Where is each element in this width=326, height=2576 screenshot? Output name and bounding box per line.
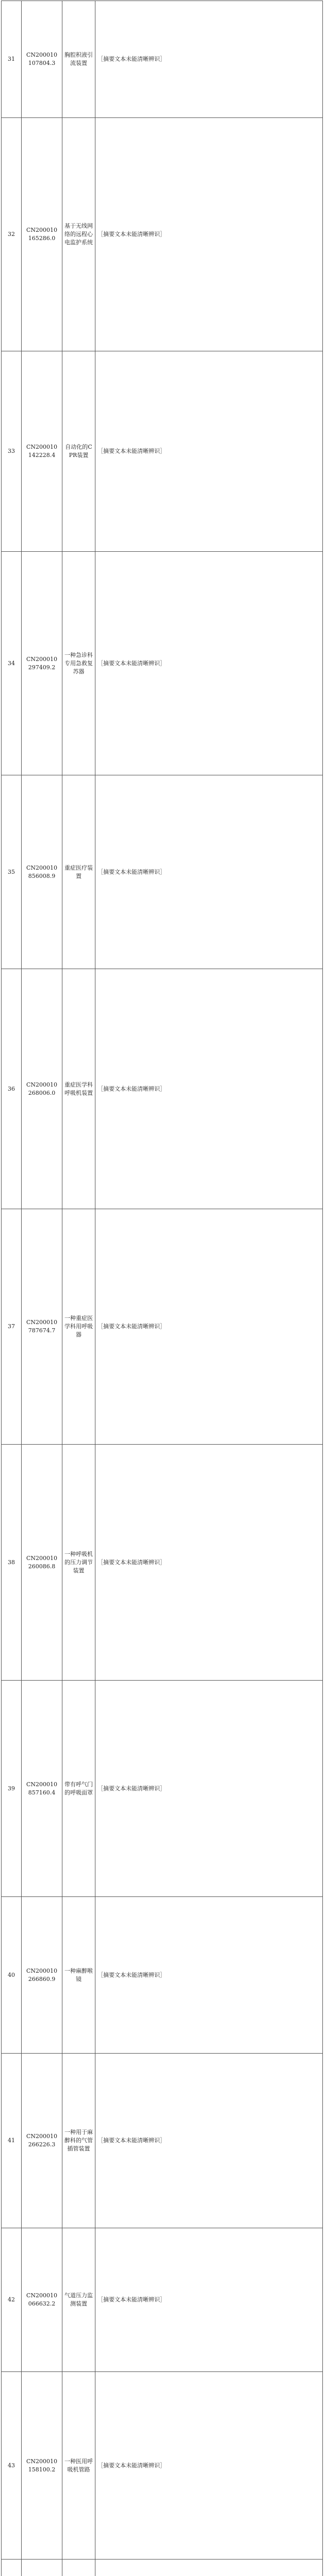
patent-abstract-cell <box>95 969 323 1209</box>
row-number: 33 <box>8 448 15 454</box>
patent-title-cell <box>62 1681 95 1897</box>
patent-abstract-cell <box>95 351 323 552</box>
publication-number-cell <box>22 2054 62 2228</box>
publication-number: CN200010 266860.9 <box>26 1967 58 1982</box>
publication-number: CN200010 856008.9 <box>26 864 58 879</box>
publication-number-cell <box>22 351 62 552</box>
row-number: 35 <box>8 868 15 875</box>
row-number-cell <box>2 775 22 969</box>
patent-title-cell <box>62 552 95 775</box>
patent-title: 一种用于麻醉科的气管插管装置 <box>64 2129 93 2152</box>
publication-number-cell <box>22 2372 62 2560</box>
row-number-cell <box>2 118 22 351</box>
patent-abstract-cell <box>95 1 323 118</box>
publication-number-cell <box>22 1209 62 1445</box>
patent-abstract-cell <box>95 2372 323 2560</box>
publication-number-cell <box>22 1 62 118</box>
publication-number-cell <box>22 2560 62 2576</box>
publication-number: CN200010 165286.0 <box>26 227 58 242</box>
patent-row <box>2 2228 323 2372</box>
row-number: 41 <box>8 2137 15 2144</box>
patent-row <box>2 552 323 775</box>
publication-number: CN200010 266226.3 <box>26 2133 58 2148</box>
patent-title-cell <box>62 351 95 552</box>
patent-row <box>2 351 323 552</box>
patent-abstract-cell <box>95 2560 323 2576</box>
patent-row <box>2 2560 323 2576</box>
patent-row <box>2 1445 323 1681</box>
patent-abstract: ［摘要文本未能清晰辨识］ <box>97 1971 166 1978</box>
patent-abstract-cell <box>95 118 323 351</box>
publication-number: CN200010 297409.2 <box>26 655 58 671</box>
publication-number-cell <box>22 552 62 775</box>
patent-abstract: ［摘要文本未能清晰辨识］ <box>97 2462 166 2469</box>
patent-title: 气道压力监测装置 <box>64 2292 93 2307</box>
patent-abstract-cell <box>95 552 323 775</box>
patent-abstract-cell <box>95 2054 323 2228</box>
patent-row <box>2 2054 323 2228</box>
patent-title: 胸腔积液引流装置 <box>64 52 93 66</box>
patent-title: 带有呼气门的呼吸面罩 <box>64 1781 93 1796</box>
row-number: 42 <box>8 2296 15 2303</box>
row-number-cell <box>2 1897 22 2054</box>
patent-title: 一种重症医学科用呼吸器 <box>64 1315 93 1338</box>
row-number-cell <box>2 2054 22 2228</box>
patent-row <box>2 969 323 1209</box>
patent-row <box>2 1681 323 1897</box>
publication-number-cell <box>22 2228 62 2372</box>
publication-number: CN200010 787674.7 <box>26 1319 58 1334</box>
patent-abstract: ［摘要文本未能清晰辨识］ <box>97 231 166 238</box>
row-number-cell <box>2 969 22 1209</box>
patent-abstract-cell <box>95 1897 323 2054</box>
patent-row <box>2 775 323 969</box>
patent-title-cell <box>62 1897 95 2054</box>
row-number: 36 <box>8 1085 15 1092</box>
publication-number: CN200010 066632.2 <box>26 2292 58 2307</box>
patent-abstract: ［摘要文本未能清晰辨识］ <box>97 1085 166 1092</box>
publication-number-cell <box>22 1897 62 2054</box>
patent-title: 基于无线网络的远程心电监护系统 <box>64 223 93 246</box>
patent-row <box>2 118 323 351</box>
publication-number: CN200010 857160.4 <box>26 1781 58 1796</box>
patent-abstract: ［摘要文本未能清晰辨识］ <box>97 868 166 875</box>
patent-title-cell <box>62 1 95 118</box>
patent-abstract: ［摘要文本未能清晰辨识］ <box>97 448 166 454</box>
publication-number: CN200010 268006.0 <box>26 1081 58 1096</box>
row-number-cell <box>2 1 22 118</box>
row-number: 37 <box>8 1323 15 1330</box>
patent-title: 重症医学科呼吸机装置 <box>64 1081 93 1096</box>
patent-abstract-cell <box>95 1209 323 1445</box>
row-number-cell <box>2 1681 22 1897</box>
patent-abstract: ［摘要文本未能清晰辨识］ <box>97 1323 166 1330</box>
patent-title: 一种麻醉喉镜 <box>64 1967 93 1982</box>
row-number-cell <box>2 552 22 775</box>
row-number: 38 <box>8 1558 15 1566</box>
row-number: 31 <box>8 56 15 62</box>
patent-abstract-cell <box>95 1445 323 1681</box>
patent-abstract: ［摘要文本未能清晰辨识］ <box>97 2296 166 2303</box>
patent-title: 一种急诊科专用急救复苏器 <box>64 651 93 675</box>
publication-number-cell <box>22 118 62 351</box>
row-number: 40 <box>8 1971 15 1978</box>
patent-row <box>2 1209 323 1445</box>
patent-title: 一种呼吸机的压力调节装置 <box>64 1550 93 1574</box>
publication-number-cell <box>22 1681 62 1897</box>
patent-title-cell <box>62 2372 95 2560</box>
patent-row <box>2 2372 323 2560</box>
patent-title-cell <box>62 2560 95 2576</box>
patent-title-cell <box>62 118 95 351</box>
publication-number-cell <box>22 969 62 1209</box>
row-number-cell <box>2 1445 22 1681</box>
publication-number: CN200010 260086.8 <box>26 1554 58 1570</box>
row-number-cell <box>2 1209 22 1445</box>
patent-title-cell <box>62 969 95 1209</box>
patent-title-cell <box>62 1209 95 1445</box>
patent-abstract: ［摘要文本未能清晰辨识］ <box>97 56 166 62</box>
patent-row <box>2 1 323 118</box>
patent-abstract: ［摘要文本未能清晰辨识］ <box>97 2137 166 2144</box>
patent-row <box>2 1897 323 2054</box>
patent-abstract-cell <box>95 2228 323 2372</box>
patent-abstract-cell <box>95 1681 323 1897</box>
row-number-cell <box>2 2228 22 2372</box>
patent-table <box>1 1 323 2576</box>
publication-number-cell <box>22 1445 62 1681</box>
patent-title: 重症医疗装置 <box>64 864 93 879</box>
patent-title: 自动化的CPR装置 <box>65 444 92 459</box>
patent-abstract: ［摘要文本未能清晰辨识］ <box>97 1558 166 1566</box>
publication-number: CN200010 158100.2 <box>26 2458 58 2473</box>
row-number-cell <box>2 2372 22 2560</box>
patent-abstract-cell <box>95 775 323 969</box>
patent-abstract: ［摘要文本未能清晰辨识］ <box>97 659 166 667</box>
row-number: 34 <box>8 659 15 667</box>
patent-title: 一种医用呼吸机管路 <box>64 2458 93 2473</box>
publication-number: CN200010 107804.3 <box>26 52 58 66</box>
publication-number-cell <box>22 775 62 969</box>
row-number: 32 <box>8 231 15 238</box>
row-number-cell <box>2 351 22 552</box>
publication-number: CN200010 142228.4 <box>26 444 58 459</box>
patent-title-cell <box>62 1445 95 1681</box>
patent-title-cell <box>62 775 95 969</box>
patent-abstract: ［摘要文本未能清晰辨识］ <box>97 1785 166 1792</box>
row-number: 43 <box>8 2462 15 2469</box>
row-number: 39 <box>8 1785 15 1792</box>
patent-title-cell <box>62 2054 95 2228</box>
row-number-cell <box>2 2560 22 2576</box>
patent-title-cell <box>62 2228 95 2372</box>
